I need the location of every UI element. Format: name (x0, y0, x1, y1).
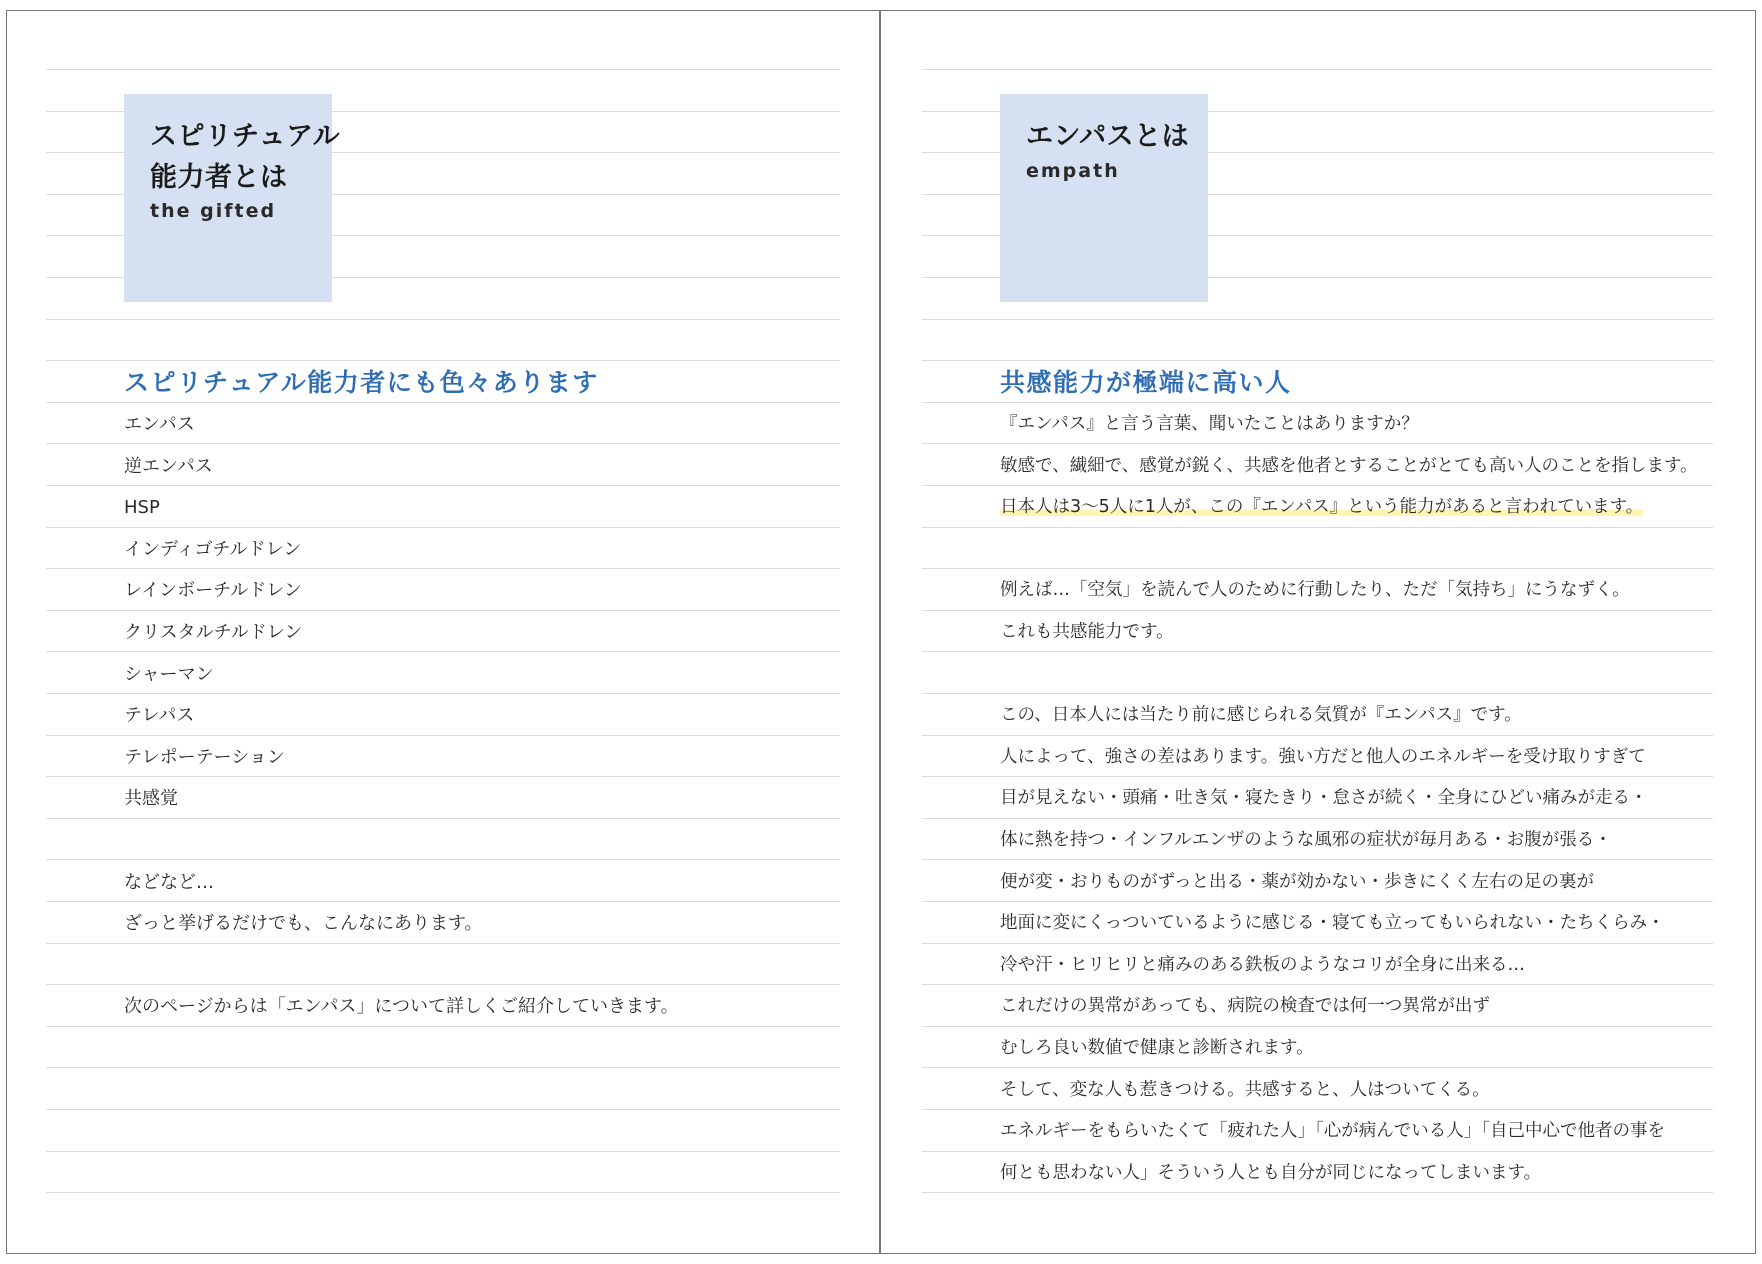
text-line: 目が見えない・頭痛・吐き気・寝たきり・怠さが続く・全身にひどい痛みが走る・ (1000, 788, 1648, 809)
text-line: 便が変・おりものがずっと出る・薬が効かない・歩きにくく左右の足の裏が (1000, 871, 1594, 892)
text-line: これだけの異常があっても、病院の検査では何一つ異常が出ず (1000, 996, 1490, 1017)
title-line: 能力者とは (150, 162, 288, 193)
text-line: 体に熱を持つ・インフルエンザのような風邪の症状が毎月ある・お腹が張る・ (1000, 829, 1612, 850)
ruled-line (46, 319, 840, 320)
ruled-line (922, 319, 1713, 320)
text-line: ざっと挙げるだけでも、こんなにあります。 (124, 913, 483, 935)
title-japanese (1026, 116, 1189, 157)
text-line: むしろ良い数値で健康と診断されます。 (1000, 1037, 1314, 1058)
text-line: 地面に変にくっついているように感じる・寝ても立ってもいられない・たちくらみ・ (1000, 913, 1665, 934)
text-line: クリスタルチルドレン (124, 621, 303, 643)
text-line: 次のページからは「エンパス」について詳しくご紹介していきます。 (124, 996, 679, 1018)
text-line: 敏感で、繊細で、感覚が鋭く、共感を他者とすることがとても高い人のことを指します。 (1000, 455, 1698, 476)
body-text (124, 404, 824, 1028)
text-line (124, 820, 824, 862)
text-line: 冷や汗・ヒリヒリと痛みのある鉄板のようなコリが全身に出来る… (1000, 954, 1525, 975)
text-line (124, 945, 824, 987)
text-line: インディゴチルドレン (124, 538, 302, 560)
text-line: 例えば…「空気」を読んで人のために行動したり、ただ「気持ち」にうなずく。 (1000, 580, 1630, 601)
ruled-line (46, 1151, 840, 1152)
title-english: empath (1026, 160, 1120, 182)
text-line: レインボーチルドレン (124, 580, 302, 602)
title-line: スピリチュアル (150, 121, 341, 152)
left-page (0, 0, 880, 1264)
text-line: 逆エンパス (124, 455, 213, 477)
ruled-line (46, 1067, 840, 1068)
ruled-line (46, 1192, 840, 1193)
title-english: the gifted (150, 200, 277, 222)
title-box (124, 94, 341, 302)
text-line: そして、変な人も惹きつける。共感すると、人はついてくる。 (1000, 1079, 1490, 1100)
text-line: HSP (124, 497, 160, 519)
text-line: 何とも思わない人」そういう人とも自分が同じになってしまいます。 (1000, 1162, 1542, 1183)
ruled-line (46, 1109, 840, 1110)
text-line: この、日本人には当たり前に感じられる気質が『エンパス』です。 (1000, 705, 1522, 726)
section-heading: 共感能力が極端に高い人 (1000, 368, 1292, 397)
text-line: 人によって、強さの差はあります。強い方だと他人のエネルギーを受け取りすぎて (1000, 746, 1646, 767)
text-line (1000, 487, 1720, 529)
right-page (881, 0, 1762, 1264)
ruled-line (46, 69, 840, 70)
highlighted-text: 日本人は3〜5人に1人が、この『エンパス』という能力があると言われています。 (1000, 497, 1644, 518)
body-text (1000, 404, 1720, 1194)
text-line: テレポーテーション (124, 746, 285, 768)
text-line (1000, 529, 1720, 571)
text-line: 『エンパス』と言う言葉、聞いたことはありますか？ (1000, 414, 1419, 434)
text-line (1000, 654, 1720, 696)
text-line: 共感覚 (124, 788, 178, 810)
section-heading: スピリチュアル能力者にも色々あります (124, 368, 599, 397)
text-line: テレパス (124, 705, 195, 727)
ruled-line (922, 69, 1713, 70)
text-line: シャーマン (124, 663, 214, 685)
title-japanese (150, 116, 340, 198)
text-line: これも共感能力です。 (1000, 621, 1174, 642)
text-line: エンパス (124, 414, 195, 435)
text-line: エネルギーをもらいたくて「疲れた人」「心が病んでいる人」「自己中心で他者の事を (1000, 1121, 1665, 1142)
title-line: エンパスとは (1026, 121, 1190, 152)
text-line: などなど… (124, 871, 214, 893)
title-box (1000, 94, 1208, 302)
